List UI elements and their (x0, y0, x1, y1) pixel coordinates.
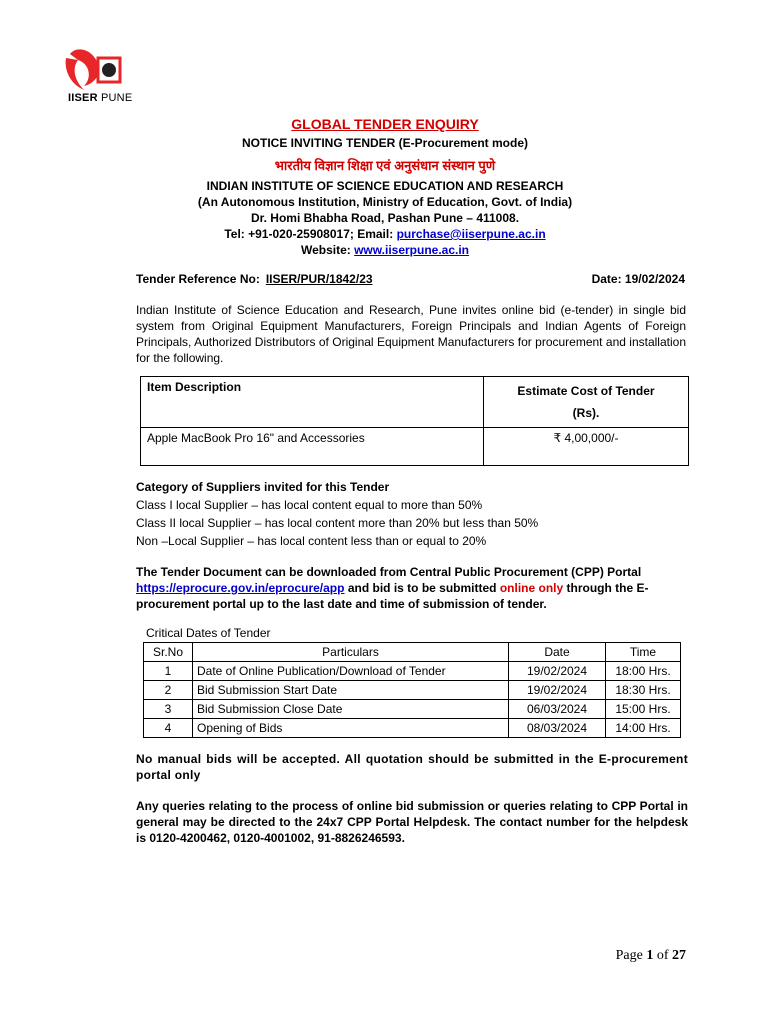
particulars-cell: Bid Submission Close Date (193, 700, 509, 719)
tender-document-info: The Tender Document can be downloaded from Central Public Procurement (CPP) Portal https://eprocure.gov.in/eprocure/app and bid is to be submitted online only through the E-procurement portal up to the last date and time of submission of tender. (136, 565, 649, 611)
list-item: Class I local Supplier – has local content equal to more than 50% (136, 498, 483, 512)
header-estimate-cost: Estimate Cost of Tender (Rs). (484, 377, 689, 428)
queries-note: Any queries relating to the process of online bid submission or queries relating to CPP Portal in general may be directed to the 24x7 CPP Portal Helpdesk. The contact number for the helpdesk is 0120-4200462, 0120-4001002, 91-8826246593. (136, 799, 688, 845)
page-title: GLOBAL TENDER ENQUIRY (291, 116, 479, 132)
header-particulars: Particulars (193, 643, 509, 662)
supplier-categories (136, 478, 538, 550)
items-table (140, 376, 689, 466)
tender-date: Date: 19/02/2024 (591, 272, 685, 286)
table-row (144, 643, 681, 662)
date-cell: 19/02/2024 (509, 662, 606, 681)
date-cell: 19/02/2024 (509, 681, 606, 700)
srno-cell: 2 (144, 681, 193, 700)
institute-name: INDIAN INSTITUTE OF SCIENCE EDUCATION AND RESEARCH (206, 179, 564, 193)
time-cell: 15:00 Hrs. (606, 700, 681, 719)
manual-bids-note: No manual bids will be accepted. All quotation should be submitted in the E-procurement portal only (136, 752, 688, 782)
particulars-cell: Opening of Bids (193, 719, 509, 738)
header-date: Date (509, 643, 606, 662)
srno-cell: 1 (144, 662, 193, 681)
header-srno: Sr.No (144, 643, 193, 662)
item-cell: Apple MacBook Pro 16" and Accessories (141, 428, 484, 466)
page-number: Page 1 of 27 (615, 948, 686, 963)
address-line: Dr. Homi Bhabha Road, Pashan Pune – 411008. (250, 211, 520, 225)
time-cell: 18:00 Hrs. (606, 662, 681, 681)
table-row (144, 662, 681, 681)
header-item-description: Item Description (141, 377, 484, 428)
autonomous-line: (An Autonomous Institution, Ministry of Education, Govt. of India) (197, 195, 573, 209)
website-link[interactable]: www.iiserpune.ac.in (354, 243, 470, 257)
cost-cell: ₹ 4,00,000/- (484, 428, 689, 466)
subtitle: NOTICE INVITING TENDER (E-Procurement mode) (241, 136, 529, 150)
critical-dates-title: Critical Dates of Tender (146, 626, 271, 640)
website-line: Website: www.iiserpune.ac.in (300, 243, 470, 257)
email-link[interactable]: purchase@iiserpune.ac.in (396, 227, 546, 241)
cpp-portal-link[interactable]: https://eprocure.gov.in/eprocure/app (136, 581, 345, 595)
time-cell: 14:00 Hrs. (606, 719, 681, 738)
list-item: Non –Local Supplier – has local content less than or equal to 20% (136, 534, 487, 548)
tender-reference: Tender Reference No: IISER/PUR/1842/23 (136, 272, 373, 286)
srno-cell: 4 (144, 719, 193, 738)
table-row (141, 377, 689, 428)
intro-paragraph: Indian Institute of Science Education and Research, Pune invites online bid (e-tender) in single bid system from Original Equipment Manufacturers, Foreign Principals and Indian Agents of Foreign Principals, Authorized Distributors of Original Equipment Manufacturers for procurement and installation for the following. (136, 303, 686, 365)
categories-heading: Category of Suppliers invited for this Tender (136, 480, 390, 494)
time-cell: 18:30 Hrs. (606, 681, 681, 700)
srno-cell: 3 (144, 700, 193, 719)
header-time: Time (606, 643, 681, 662)
date-cell: 06/03/2024 (509, 700, 606, 719)
particulars-cell: Bid Submission Start Date (193, 681, 509, 700)
table-row (144, 681, 681, 700)
hindi-institute-name: भारतीय विज्ञान शिक्षा एवं अनुसंधान संस्थान पुणे (274, 158, 496, 173)
particulars-cell: Date of Online Publication/Download of Tender (193, 662, 509, 681)
contact-line: Tel: +91-020-25908017; Email: purchase@iiserpune.ac.in (224, 227, 546, 241)
critical-dates-table (143, 642, 681, 738)
date-cell: 08/03/2024 (509, 719, 606, 738)
table-row (144, 700, 681, 719)
list-item: Class II local Supplier – has local content more than 20% but less than 50% (136, 516, 539, 530)
table-row (141, 428, 689, 466)
logo-text: IISER PUNE (68, 92, 133, 104)
table-row (144, 719, 681, 738)
